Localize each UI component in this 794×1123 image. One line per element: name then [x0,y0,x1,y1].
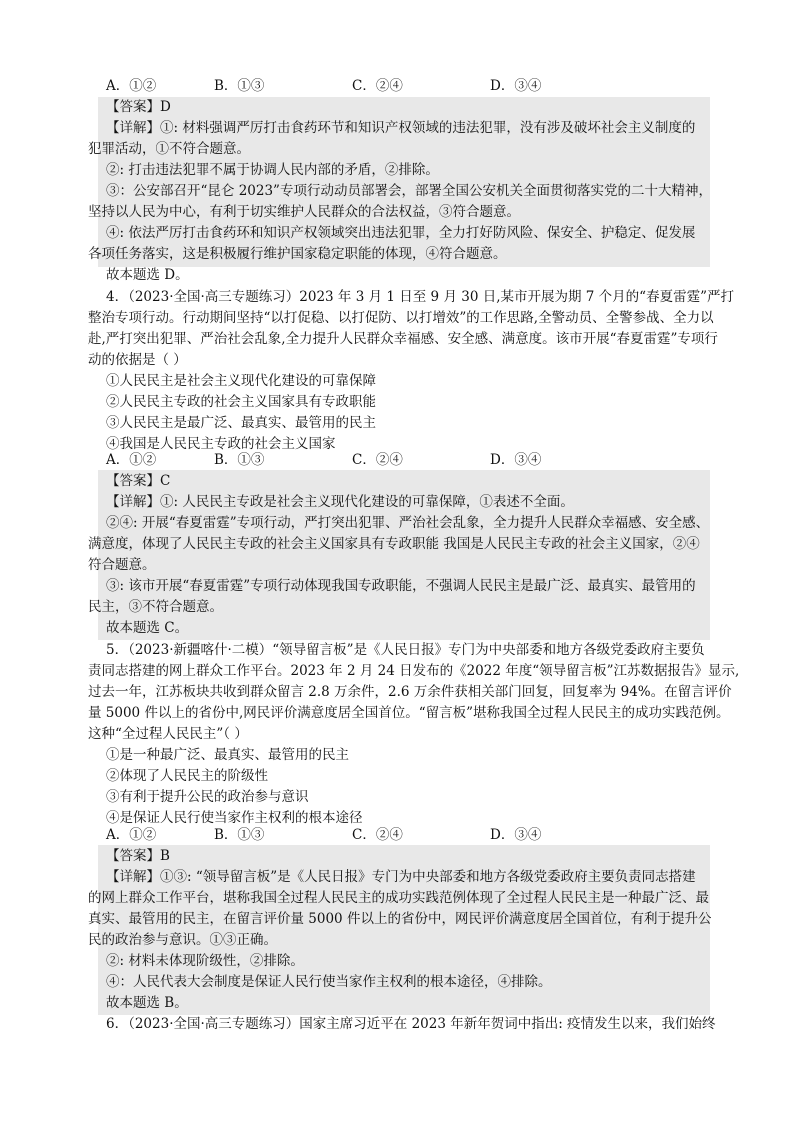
option-b: B．①③ [214,827,265,843]
q4-item: ②人民民主专政的社会主义国家具有专政职能 [106,394,376,410]
q4-detail-line: ②④: 开展“春夏雷霆”专项行动，严打突出犯罪、严治社会乱象，全力提升人民群众幸福感、安全感、 [106,515,710,531]
q3-detail-line: 各项任务落实，这是积极履行维护国家稳定职能的体现，④符合题意。 [88,246,507,262]
q4-detail-line: 民主，③不符合题意。 [88,599,223,615]
option-d: D．③④ [490,827,542,843]
q5-stem-line: 责同志搭建的网上群众工作平台。2023 年 2 月 24 日发布的《2022 年度“领导留言板”江苏数据报告》显示, [88,663,740,679]
q3-detail-line: 【详解】①: 材料强调严厉打击食药环节和知识产权领域的违法犯罪，没有涉及破坏社会主义制度的 [106,120,696,136]
q3-detail-line: 犯罪活动，①不符合题意。 [88,141,250,157]
q5-detail-line: 故本题选 B。 [106,995,188,1011]
option-c: C．②④ [352,452,403,468]
q5-item: ③有利于提升公民的政治参与意识 [106,789,309,805]
q3-answer: 【答案】D [106,99,171,115]
q5-stem-line: 5．（2023·新疆喀什·二模）“领导留言板”是《人民日报》专门为中央部委和地方各级党委政府主要负 [106,642,705,658]
q5-stem-line: 这种“全过程人民民主”（ ） [88,726,248,742]
q5-detail-line: 民的政治参与意识。①③正确。 [88,932,277,948]
option-d: D．③④ [490,452,542,468]
q4-item: ④我国是人民民主专政的社会主义国家 [106,436,336,452]
q3-detail-line: 坚持以人民为中心，有利于切实维护人民群众的合法权益，③符合题意。 [88,204,520,220]
option-d: D．③④ [490,78,542,94]
q4-stem-line: 4．（2023·全国·高三专题练习）2023 年 3 月 1 日至 9 月 30 日,某市开展为期 7 个月的“春夏雷霆”严打 [106,289,734,305]
q4-detail-line: 故本题选 C。 [106,620,189,636]
q5-detail-line: ④：人民代表大会制度是保证人民行使当家作主权利的根本途径，④排除。 [106,974,552,990]
option-c: C．②④ [352,78,403,94]
q5-item: ①是一种最广泛、最真实、最管用的民主 [106,747,349,763]
q3-detail-line: ③：公安部召开“昆仑 2023”专项行动动员部署会，部署全国公安机关全面贯彻落实党的二十大精神， [106,183,712,199]
option-a: A．①② [106,827,157,843]
q4-detail-line: 满意度，体现了人民民主专政的社会主义国家具有专政职能 我国是人民民主专政的社会主义国家，②④ [88,536,700,552]
q5-stem-line: 量 5000 件以上的省份中,网民评价满意度居全国首位。“留言板”堪称我国全过程人民民主的成功实践范例。 [88,705,730,721]
q4-item: ①人民民主是社会主义现代化建设的可靠保障 [106,373,376,389]
option-c: C．②④ [352,827,403,843]
option-a: A．①② [106,78,157,94]
q5-stem-line: 过去一年，江苏板块共收到群众留言 2.8 万余件，2.6 万余件获相关部门回复，回复率为 94%。在留言评价 [88,684,732,700]
q3-detail-line: 故本题选 D。 [106,267,189,283]
q3-detail-line: ②: 打击违法犯罪不属于协调人民内部的矛盾，②排除。 [106,162,439,178]
option-b: B．①③ [214,452,265,468]
q4-item: ③人民民主是最广泛、最真实、最管用的民主 [106,415,376,431]
q4-detail-line: ③: 该市开展“春夏雷霆”专项行动体现我国专政职能，不强调人民民主是最广泛、最真实、最管用的 [106,578,696,594]
q5-detail-line: 【详解】①③: “领导留言板”是《人民日报》专门为中央部委和地方各级党委政府主要负责同志搭建 [106,869,696,885]
q5-item: ④是保证人民行使当家作主权利的根本途径 [106,810,363,826]
q4-answer: 【答案】C [106,473,171,489]
q4-detail-line: 符合题意。 [88,557,156,573]
q5-detail-line: ②: 材料未体现阶级性，②排除。 [106,953,304,969]
q3-detail-line: ④: 依法严厉打击食药环和知识产权领域突出违法犯罪，全力打好防风险、保安全、护稳定、促发展 [106,225,696,241]
q6-stem-line: 6．（2023·全国·高三专题练习）国家主席习近平在 2023 年新年贺词中指出: 疫情发生以来，我们始终 [106,1016,716,1032]
q4-stem-line: 赴,严打突出犯罪、严治社会乱象,全力提升人民群众幸福感、安全感、满意度。该市开展“春夏雷霆”专项行 [88,331,718,347]
q5-answer: 【答案】B [106,848,170,864]
option-b: B．①③ [214,78,265,94]
q5-detail-line: 真实、最管用的民主，在留言评价量 5000 件以上的省份中，网民评价满意度居全国首位，有利于提升公 [88,911,712,927]
q4-stem-line: 动的依据是（ ） [88,352,187,368]
q5-detail-line: 的网上群众工作平台，堪称我国全过程人民民主的成功实践范例体现了全过程人民民主是一种最广泛、最 [88,890,709,906]
q5-item: ②体现了人民民主的阶级性 [106,768,268,784]
q4-stem-line: 整治专项行动。行动期间坚持“以打促稳、以打促防、以打增效”的工作思路,全警动员、全警参战、全力以 [88,310,714,326]
option-a: A．①② [106,452,157,468]
q4-detail-line: 【详解】①: 人民民主专政是社会主义现代化建设的可靠保障，①表述不全面。 [106,494,574,510]
